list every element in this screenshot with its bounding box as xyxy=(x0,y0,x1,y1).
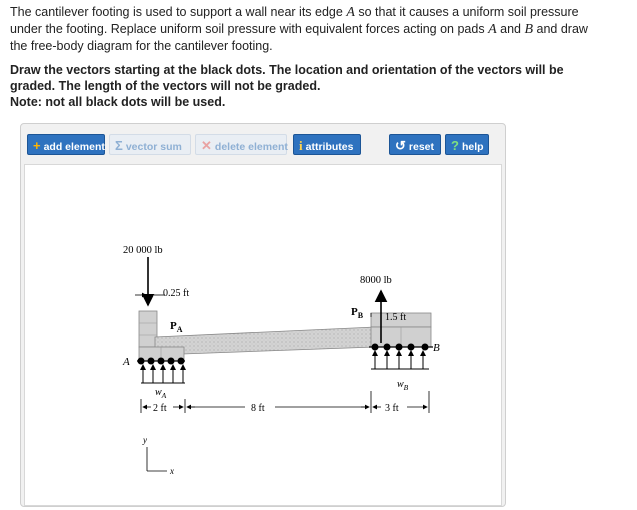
wa-label: $w_A$ xyxy=(155,387,167,400)
soil-pressure-a xyxy=(141,365,185,383)
info-icon: i xyxy=(299,138,303,153)
reset-button[interactable]: ↺ reset xyxy=(389,134,441,155)
b-offset-label: 1.5 ft xyxy=(385,312,407,323)
vector-sum-button[interactable]: Σ vector sum xyxy=(109,134,191,155)
b-load-label: 8000 lb xyxy=(360,275,392,286)
svg-text:x: x xyxy=(170,466,174,476)
dim-b-label: 3 ft xyxy=(385,403,399,414)
delete-element-button[interactable]: ✕ delete element xyxy=(195,134,287,155)
drawing-canvas[interactable] xyxy=(24,164,502,506)
offset-label: 0.25 ft xyxy=(163,288,190,299)
question-icon: ? xyxy=(451,138,459,153)
wb-label: $w_B$ xyxy=(397,379,409,392)
soil-pressure-b xyxy=(371,351,429,369)
pa-label: $P_A$ xyxy=(170,320,183,334)
x-icon: ✕ xyxy=(201,138,212,153)
footing-diagram xyxy=(25,165,501,505)
svg-text:y: y xyxy=(143,435,147,445)
reset-icon: ↺ xyxy=(395,138,406,153)
add-element-button[interactable]: + add element xyxy=(27,134,105,155)
question-text: The cantilever footing is used to support a wall near its edge A so that it causes a uniform soil pressure under the footing. Replace uniform soil pressure with equivalent forces acting on pads A and B and draw the free-body diagram for the cantilever footing. xyxy=(10,5,588,53)
plus-icon: + xyxy=(33,138,41,153)
dim-a-label: 2 ft xyxy=(153,403,167,414)
sigma-icon: Σ xyxy=(115,138,123,153)
dim-mid-label: 8 ft xyxy=(251,403,265,414)
point-b-label: B xyxy=(433,342,440,354)
drawing-tool-panel xyxy=(20,123,506,507)
coordinate-axes xyxy=(142,435,174,476)
footing-beam xyxy=(155,327,375,355)
wall-load-label: 20 000 lb xyxy=(123,245,163,256)
point-a-label: A xyxy=(123,356,130,368)
pb-label: $P_B$ xyxy=(351,306,364,320)
toolbar xyxy=(25,130,501,160)
wall xyxy=(139,311,157,347)
help-button[interactable]: ? help xyxy=(445,134,489,155)
instructions: Draw the vectors starting at the black dots. The location and orientation of the vectors will be graded. The length of the vectors will not be graded. Note: not all black dots will be used. xyxy=(10,63,564,109)
attributes-button[interactable]: i attributes xyxy=(293,134,361,155)
